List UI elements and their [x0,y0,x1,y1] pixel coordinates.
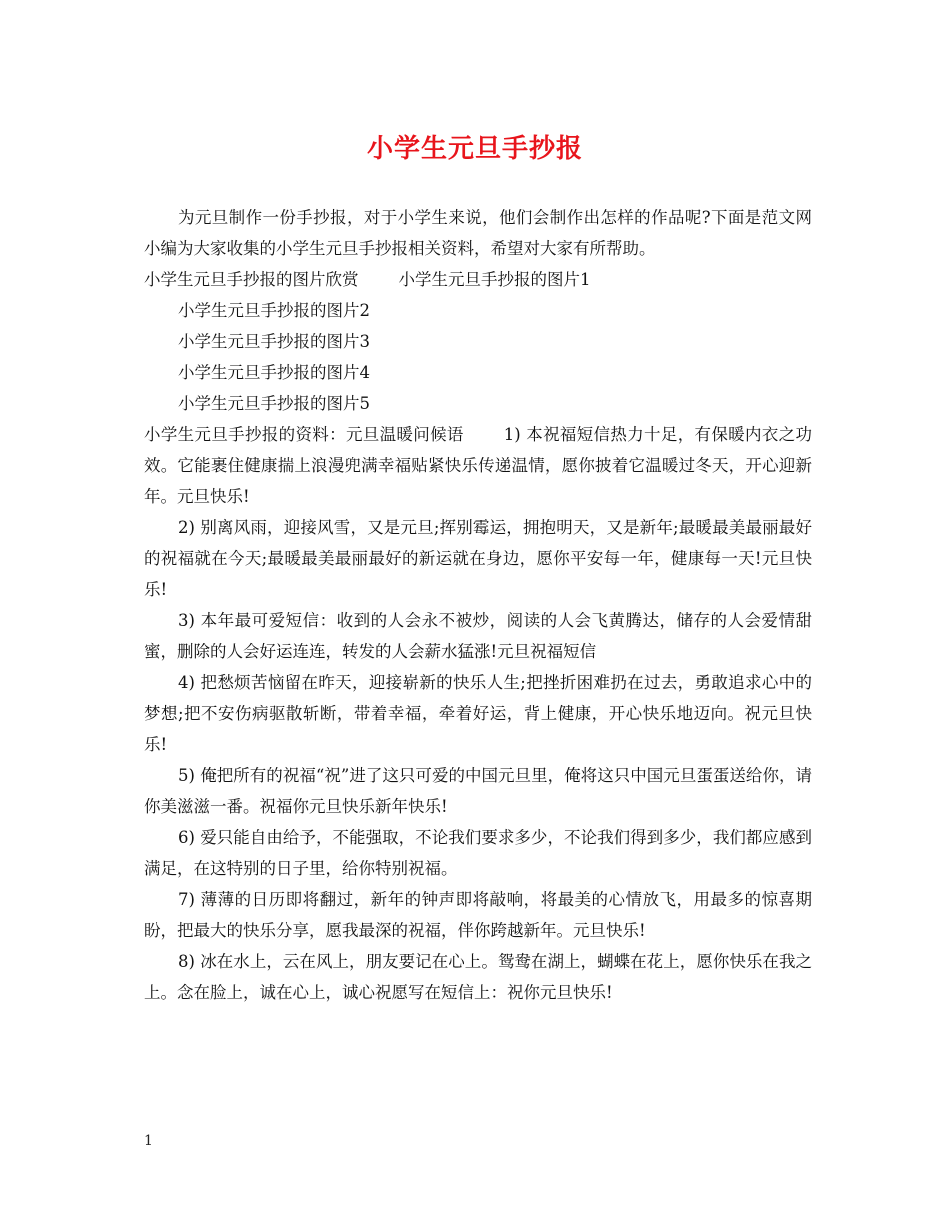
greeting-5: 5) 俺把所有的祝福“祝”进了这只可爱的中国元旦里，俺将这只中国元旦蛋蛋送给你，请你美滋滋一番。祝福你元旦快乐新年快乐! [144,766,812,816]
gallery-item-4: 小学生元旦手抄报的图片4 [178,363,370,382]
greeting-2: 2) 别离风雨，迎接风雪，又是元旦;挥别霉运，拥抱明天，又是新年;最暖最美最丽最好的祝福就在今天;最暖最美最丽最好的新运就在身边，愿你平安每一年，健康每一天!元旦快乐! [144,518,812,599]
greeting-6: 6) 爱只能自由给予，不能强取，不论我们要求多少，不论我们得到多少，我们都应感到满足，在这特别的日子里，给你特别祝福。 [144,828,812,878]
material-heading: 小学生元旦手抄报的资料：元旦温暖问候语 [144,425,464,444]
greeting-4: 4) 把愁烦苦恼留在昨天，迎接崭新的快乐人生;把挫折困难扔在过去，勇敢追求心中的梦想;把不安伤病驱散斩断，带着幸福，牵着好运，背上健康，开心快乐地迈向。祝元旦快乐! [144,673,812,754]
gallery-item-3: 小学生元旦手抄报的图片3 [178,332,370,351]
document-title: 小学生元旦手抄报 [366,134,583,164]
gallery-item-1: 小学生元旦手抄报的图片1 [398,270,591,289]
greeting-7: 7) 薄薄的日历即将翻过，新年的钟声即将敲响，将最美的心情放飞，用最多的惊喜期盼，把最大的快乐分享，愿我最深的祝福，伴你跨越新年。元旦快乐! [144,890,812,940]
page-number: 1 [144,1133,153,1149]
greeting-3: 3) 本年最可爱短信：收到的人会永不被炒，阅读的人会飞黄腾达，储存的人会爱情甜蜜，删除的人会好运连连，转发的人会薪水猛涨!元旦祝福短信 [144,611,812,661]
gallery-item-2: 小学生元旦手抄报的图片2 [178,301,370,320]
greeting-1: 1) 本祝福短信热力十足，有保暖内衣之功效。它能裹住健康揣上浪漫兜满幸福贴紧快乐传递温情，愿你披着它温暖过冬天，开心迎新年。元旦快乐! [144,425,812,506]
greeting-8: 8) 冰在水上，云在风上，朋友要记在心上。鸳鸯在湖上，蝴蝶在花上，愿你快乐在我之上。念在脸上，诚在心上，诚心祝愿写在短信上：祝你元旦快乐! [144,952,812,1002]
document-body [144,202,812,1008]
gallery-line [144,264,812,295]
intro-paragraph: 为元旦制作一份手抄报，对于小学生来说，他们会制作出怎样的作品呢?下面是范文网小编为大家收集的小学生元旦手抄报相关资料，希望对大家有所帮助。 [144,208,812,258]
material-line [144,419,812,512]
gallery-item-5: 小学生元旦手抄报的图片5 [178,394,370,413]
gallery-heading: 小学生元旦手抄报的图片欣赏 [144,270,359,289]
